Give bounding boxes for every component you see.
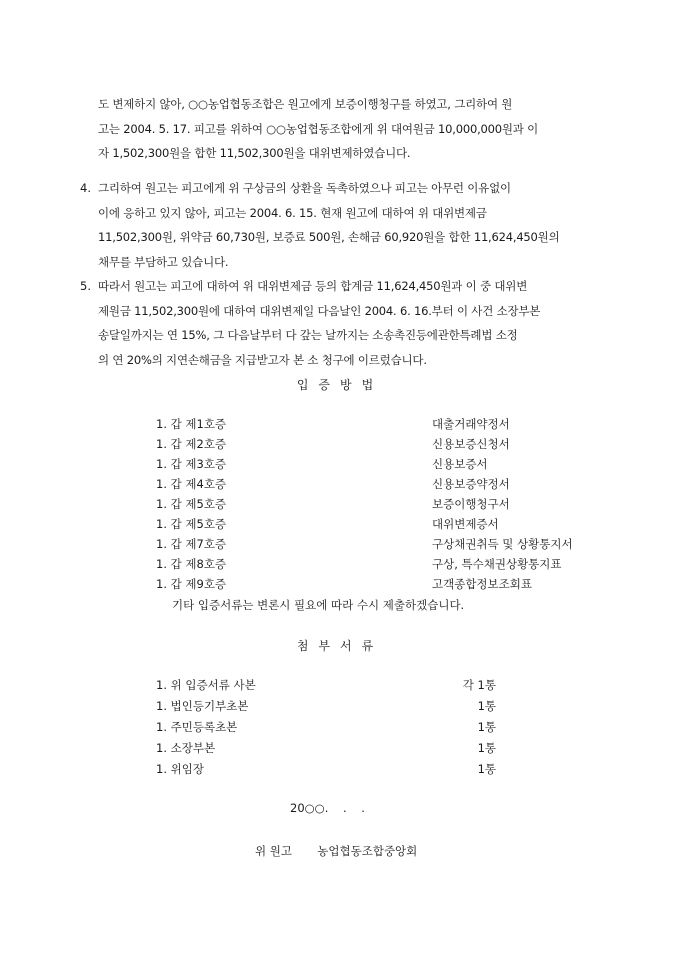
evidence-label: 1. 갑 제4호증 bbox=[156, 477, 227, 491]
attachment-count: 각 1통 bbox=[462, 678, 496, 692]
attachment-row bbox=[156, 698, 496, 718]
evidence-label: 1. 갑 제7호증 bbox=[156, 537, 227, 551]
evidence-description: 구상채권취득 및 상황통지서 bbox=[432, 537, 573, 551]
continuation-line: 도 변제하지 않아, ○○농업협동조합은 원고에게 보증이행청구를 하였고, 그리하여 원 bbox=[98, 97, 513, 111]
paragraph-4 bbox=[80, 176, 594, 274]
paragraph-line: 그리하여 원고는 피고에게 위 구상금의 상환을 독촉하였으나 피고는 아무런 이유없이 bbox=[98, 181, 511, 195]
evidence-row bbox=[156, 416, 616, 436]
evidence-row bbox=[156, 436, 616, 456]
continuation-line: 고는 2004. 5. 17. 피고를 위하여 ○○농업협동조합에게 위 대여원금 10,000,000원과 이 bbox=[98, 121, 539, 136]
evidence-row bbox=[156, 536, 616, 556]
attachment-count: 1통 bbox=[477, 699, 496, 713]
paragraph-5 bbox=[80, 274, 594, 372]
paragraph-number: 5. bbox=[80, 279, 91, 293]
attachment-count: 1통 bbox=[477, 720, 496, 734]
evidence-description: 고객종합정보조회표 bbox=[432, 577, 532, 591]
attachment-count: 1통 bbox=[477, 762, 496, 776]
evidence-description: 구상, 특수채권상황통지표 bbox=[432, 557, 562, 571]
evidence-row bbox=[156, 576, 616, 596]
evidence-description: 신용보증신청서 bbox=[432, 437, 510, 451]
evidence-description: 대위변제증서 bbox=[432, 517, 499, 531]
paragraph-line: 의 연 20%의 지연손해금을 지급받고자 본 소 청구에 이르렀습니다. bbox=[98, 352, 427, 367]
evidence-description: 신용보증서 bbox=[432, 457, 488, 471]
evidence-description: 신용보증약정서 bbox=[432, 477, 510, 491]
evidence-note: 기타 입증서류는 변론시 필요에 따라 수시 제출하겠습니다. bbox=[172, 598, 465, 612]
evidence-label: 1. 갑 제3호증 bbox=[156, 457, 227, 471]
evidence-row bbox=[156, 516, 616, 536]
attachment-label: 1. 법인등기부초본 bbox=[156, 699, 249, 713]
evidence-row bbox=[156, 496, 616, 516]
evidence-label: 1. 갑 제9호증 bbox=[156, 577, 227, 591]
evidence-label: 1. 갑 제5호증 bbox=[156, 517, 227, 531]
paragraph-line: 따라서 원고는 피고에 대하여 위 대위변제금 등의 합계금 11,624,450원과 이 중 대위변 bbox=[98, 279, 528, 293]
attachment-count: 1통 bbox=[477, 741, 496, 755]
paragraph-line: 채무를 부담하고 있습니다. bbox=[98, 254, 229, 269]
attachment-row bbox=[156, 761, 496, 781]
paragraph-line: 제원금 11,502,300원에 대하여 대위변제일 다음날인 2004. 6. 16.부터 이 사건 소장부본 bbox=[98, 303, 541, 318]
continuation-line: 자 1,502,300원을 합한 11,502,300원을 대위변제하였습니다. bbox=[98, 146, 411, 160]
attachments-heading: 첨부서류 bbox=[296, 639, 384, 653]
continuation-paragraph bbox=[98, 92, 594, 166]
attachment-label: 1. 위 입증서류 사본 bbox=[156, 678, 256, 692]
evidence-description: 보증이행청구서 bbox=[432, 497, 510, 511]
signature-role: 위 원고 bbox=[255, 844, 292, 858]
attachment-row bbox=[156, 677, 496, 697]
attachment-label: 1. 위임장 bbox=[156, 762, 204, 776]
filing-date: 20○○. . . bbox=[290, 801, 365, 815]
evidence-label: 1. 갑 제8호증 bbox=[156, 557, 227, 571]
evidence-heading: 입증방법 bbox=[296, 378, 384, 392]
paragraph-line: 송달일까지는 연 15%, 그 다음날부터 다 갚는 날까지는 소송촉진등에관한특례법 소정 bbox=[98, 328, 518, 342]
signature-block bbox=[255, 843, 417, 859]
attachment-label: 1. 주민등록초본 bbox=[156, 720, 238, 734]
paragraph-line: 이에 응하고 있지 않아, 피고는 2004. 6. 15. 현재 원고에 대하여 위 대위변제금 bbox=[98, 205, 487, 220]
attachment-row bbox=[156, 719, 496, 739]
evidence-row bbox=[156, 456, 616, 476]
attachment-row bbox=[156, 740, 496, 760]
evidence-row bbox=[156, 556, 616, 576]
paragraph-number: 4. bbox=[80, 181, 91, 195]
evidence-row bbox=[156, 476, 616, 496]
signature-name: 농업협동조합중앙회 bbox=[317, 844, 418, 858]
paragraph-line: 11,502,300원, 위약금 60,730원, 보증료 500원, 손해금 60,920원을 합한 11,624,450원의 bbox=[98, 230, 560, 244]
evidence-label: 1. 갑 제1호증 bbox=[156, 417, 227, 431]
evidence-label: 1. 갑 제5호증 bbox=[156, 497, 227, 511]
attachment-label: 1. 소장부본 bbox=[156, 741, 216, 755]
evidence-label: 1. 갑 제2호증 bbox=[156, 437, 227, 451]
evidence-description: 대출거래약정서 bbox=[432, 417, 510, 431]
